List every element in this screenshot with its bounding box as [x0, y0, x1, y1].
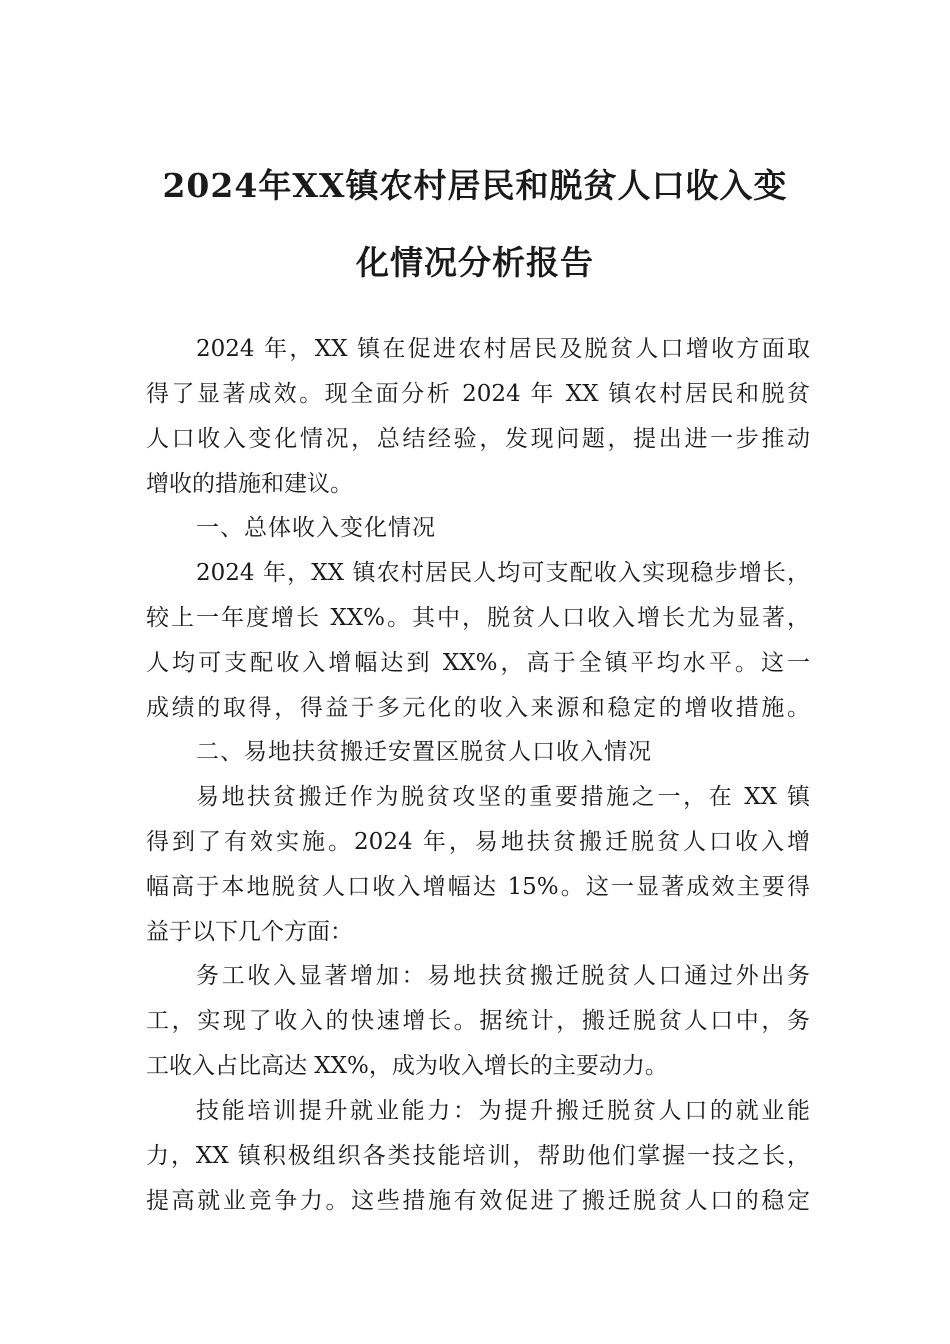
- section-heading-2: 二、易地扶贫搬迁安置区脱贫人口收入情况: [196, 739, 652, 765]
- point2-line: 提高就业竞争力。这些措施有效促进了搬迁脱贫人口的稳定: [146, 1188, 810, 1214]
- point1-line: 务工收入显著增加：易地扶贫搬迁脱贫人口通过外出务: [196, 963, 810, 989]
- section2-line: 得到了有效实施。2024 年，易地扶贫搬迁脱贫人口收入增: [146, 829, 810, 855]
- intro-line: 增收的措施和建议。: [146, 471, 353, 497]
- section1-line: 人均可支配收入增幅达到 XX%，高于全镇平均水平。这一: [146, 650, 810, 676]
- document-title-line-1: 2024年XX镇农村居民和脱贫人口收入变: [162, 166, 788, 205]
- section2-line: 易地扶贫搬迁作为脱贫攻坚的重要措施之一，在 XX 镇: [196, 784, 810, 810]
- section1-line: 较上一年度增长 XX%。其中，脱贫人口收入增长尤为显著，: [146, 605, 810, 631]
- point2-line: 技能培训提升就业能力：为提升搬迁脱贫人口的就业能: [196, 1098, 810, 1124]
- point1-line: 工，实现了收入的快速增长。据统计，搬迁脱贫人口中，务: [146, 1008, 810, 1034]
- point1-line: 工收入占比高达 XX%，成为收入增长的主要动力。: [146, 1053, 668, 1079]
- section1-line: 成绩的取得，得益于多元化的收入来源和稳定的增收措施。: [146, 695, 810, 721]
- section2-line: 幅高于本地脱贫人口收入增幅达 15%。这一显著成效主要得: [146, 874, 810, 900]
- section1-line: 2024 年，XX 镇农村居民人均可支配收入实现稳步增长，: [196, 560, 810, 586]
- intro-line: 人口收入变化情况，总结经验，发现问题，提出进一步推动: [146, 426, 810, 452]
- point2-line: 力，XX 镇积极组织各类技能培训，帮助他们掌握一技之长，: [146, 1143, 810, 1169]
- intro-line: 得了显著成效。现全面分析 2024 年 XX 镇农村居民和脱贫: [146, 381, 810, 407]
- document-title-line-2: 化情况分析报告: [356, 243, 594, 282]
- intro-line: 2024 年，XX 镇在促进农村居民及脱贫人口增收方面取: [196, 336, 810, 362]
- section2-line: 益于以下几个方面：: [146, 919, 353, 945]
- section-heading-1: 一、总体收入变化情况: [196, 515, 436, 541]
